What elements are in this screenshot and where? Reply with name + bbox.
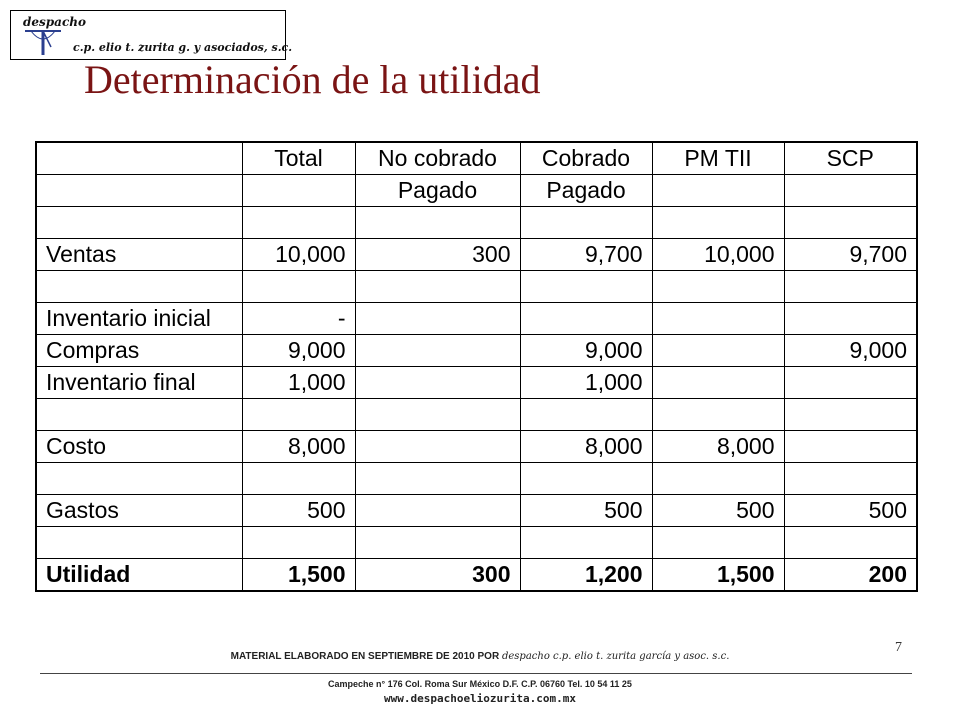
value-cell xyxy=(784,463,917,495)
row-label-cell xyxy=(36,399,242,431)
logo-wordmark: despacho xyxy=(23,15,86,29)
value-cell: 10,000 xyxy=(652,239,784,271)
footer-credit-firm: despacho c.p. elio t. zurita garcía y asoc. s.c. xyxy=(501,651,730,662)
value-cell xyxy=(784,207,917,239)
value-cell xyxy=(355,207,520,239)
value-cell: Cobrado xyxy=(520,142,652,175)
row-label-cell xyxy=(36,142,242,175)
value-cell: 500 xyxy=(652,495,784,527)
table-row xyxy=(36,271,917,303)
page-title: Determinación de la utilidad xyxy=(84,57,541,102)
profit-table xyxy=(35,141,918,592)
value-cell xyxy=(784,431,917,463)
footer-address: Campeche n° 176 Col. Roma Sur México D.F. C.P. 06760 Tel. 10 54 11 25 xyxy=(328,679,632,689)
value-cell xyxy=(784,303,917,335)
value-cell xyxy=(242,463,355,495)
footer-divider xyxy=(40,673,912,674)
footer-credit-text: MATERIAL ELABORADO EN SEPTIEMBRE DE 2010 POR xyxy=(230,651,500,662)
value-cell: Pagado xyxy=(520,175,652,207)
value-cell xyxy=(520,207,652,239)
table-row xyxy=(36,495,917,527)
row-label-cell xyxy=(36,463,242,495)
value-cell xyxy=(355,399,520,431)
table-row xyxy=(36,367,917,399)
value-cell xyxy=(652,399,784,431)
value-cell: 1,200 xyxy=(520,559,652,592)
value-cell xyxy=(652,527,784,559)
value-cell xyxy=(652,271,784,303)
value-cell: Pagado xyxy=(355,175,520,207)
table-row xyxy=(36,431,917,463)
value-cell xyxy=(242,527,355,559)
value-cell xyxy=(355,271,520,303)
value-cell xyxy=(652,207,784,239)
value-cell xyxy=(520,527,652,559)
value-cell xyxy=(242,175,355,207)
page-number: 7 xyxy=(895,640,902,655)
value-cell: 300 xyxy=(355,239,520,271)
value-cell xyxy=(784,527,917,559)
value-cell xyxy=(784,175,917,207)
value-cell: 1,000 xyxy=(242,367,355,399)
table-row xyxy=(36,463,917,495)
footer-credit xyxy=(0,651,960,662)
header-row xyxy=(36,142,917,175)
row-label-cell: Compras xyxy=(36,335,242,367)
value-cell: 10,000 xyxy=(242,239,355,271)
value-cell xyxy=(242,399,355,431)
value-cell xyxy=(242,271,355,303)
row-label-cell: Ventas xyxy=(36,239,242,271)
table-row xyxy=(36,527,917,559)
row-label-cell xyxy=(36,271,242,303)
table-row xyxy=(36,399,917,431)
value-cell xyxy=(784,399,917,431)
value-cell xyxy=(784,367,917,399)
value-cell: 9,000 xyxy=(784,335,917,367)
row-label-cell xyxy=(36,527,242,559)
row-label-cell: Costo xyxy=(36,431,242,463)
header-row xyxy=(36,175,917,207)
value-cell xyxy=(784,271,917,303)
row-label-cell: Utilidad xyxy=(36,559,242,592)
value-cell: PM TII xyxy=(652,142,784,175)
value-cell xyxy=(355,367,520,399)
row-label-cell: Inventario final xyxy=(36,367,242,399)
footer-website: www.despachoeliozurita.com.mx xyxy=(383,692,577,705)
value-cell: SCP xyxy=(784,142,917,175)
value-cell xyxy=(520,399,652,431)
logo-firm-name: c.p. elio t. zurita g. y asociados, s.c. xyxy=(73,41,293,54)
value-cell: 1,500 xyxy=(242,559,355,592)
value-cell: 8,000 xyxy=(520,431,652,463)
table-row xyxy=(36,303,917,335)
table-row xyxy=(36,335,917,367)
firm-logo xyxy=(10,10,293,60)
value-cell: 300 xyxy=(355,559,520,592)
row-label-cell: Inventario inicial xyxy=(36,303,242,335)
value-cell: 500 xyxy=(784,495,917,527)
value-cell xyxy=(520,303,652,335)
value-cell: 8,000 xyxy=(242,431,355,463)
value-cell xyxy=(652,367,784,399)
value-cell xyxy=(355,335,520,367)
row-label-cell xyxy=(36,207,242,239)
row-label-cell: Gastos xyxy=(36,495,242,527)
value-cell: 1,000 xyxy=(520,367,652,399)
value-cell: - xyxy=(242,303,355,335)
value-cell: 1,500 xyxy=(652,559,784,592)
value-cell xyxy=(355,431,520,463)
value-cell: No cobrado xyxy=(355,142,520,175)
value-cell xyxy=(520,271,652,303)
value-cell xyxy=(652,463,784,495)
value-cell: 9,000 xyxy=(520,335,652,367)
value-cell: 9,000 xyxy=(242,335,355,367)
value-cell xyxy=(520,463,652,495)
row-label-cell xyxy=(36,175,242,207)
value-cell: 200 xyxy=(784,559,917,592)
value-cell xyxy=(355,495,520,527)
value-cell: 9,700 xyxy=(520,239,652,271)
value-cell xyxy=(652,303,784,335)
value-cell xyxy=(355,303,520,335)
table-row xyxy=(36,239,917,271)
value-cell: 500 xyxy=(520,495,652,527)
table-row xyxy=(36,207,917,239)
value-cell: 500 xyxy=(242,495,355,527)
value-cell: 9,700 xyxy=(784,239,917,271)
value-cell xyxy=(355,463,520,495)
table-row xyxy=(36,559,917,592)
value-cell xyxy=(652,175,784,207)
value-cell: 8,000 xyxy=(652,431,784,463)
value-cell xyxy=(652,335,784,367)
value-cell: Total xyxy=(242,142,355,175)
value-cell xyxy=(355,527,520,559)
value-cell xyxy=(242,207,355,239)
